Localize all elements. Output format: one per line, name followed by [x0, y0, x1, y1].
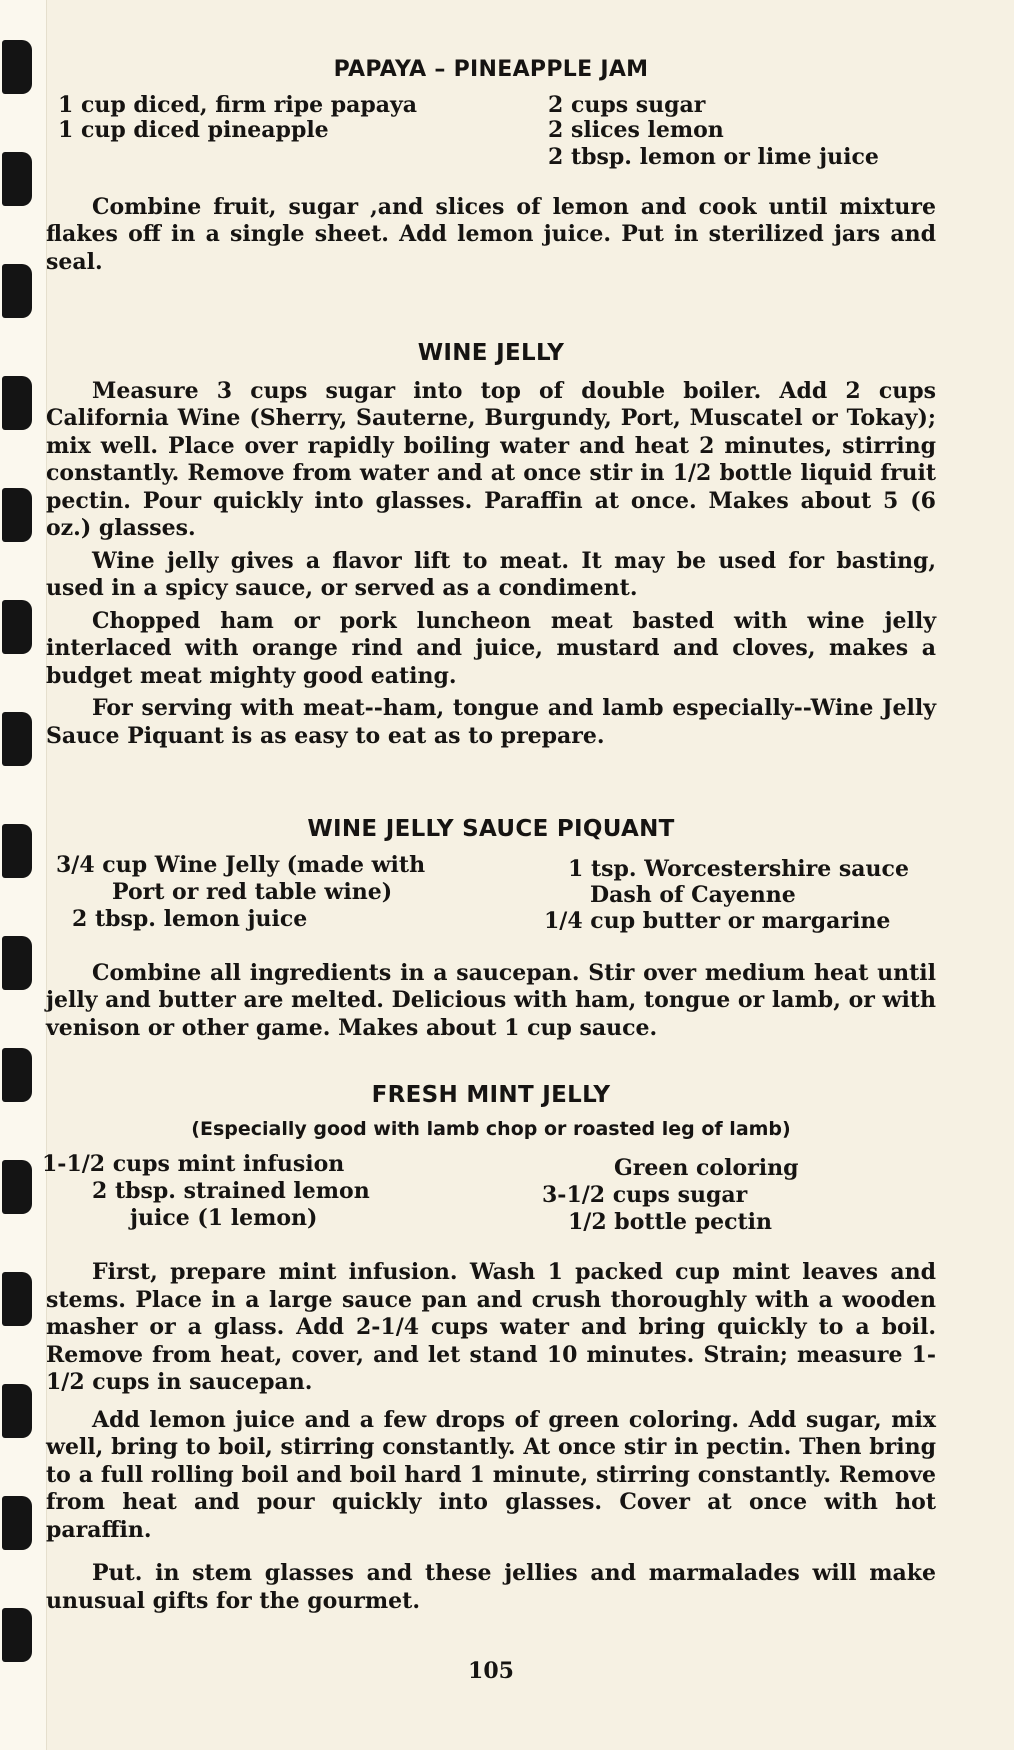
recipe-paragraph: Wine jelly gives a flavor lift to meat. It may be used for basting, used in a spicy sauce, or served as a condiment. [46, 547, 936, 601]
recipe-papaya-pineapple-jam [46, 56, 936, 276]
binding-ring [2, 152, 32, 206]
binding-ring [2, 376, 32, 430]
ingredient-item: 1 cup diced pineapple [58, 116, 329, 143]
binding-ring [2, 1160, 32, 1214]
recipe-title: PAPAYA – PINEAPPLE JAM [333, 57, 649, 82]
ingredient-item: 2 tbsp. strained lemon [92, 1178, 370, 1204]
recipe-title: WINE JELLY [417, 340, 565, 366]
recipe-paragraph: Chopped ham or pork luncheon meat basted with wine jelly interlaced with orange rind and juice, mustard and cloves, makes a budget meat mighty good eating. [46, 607, 936, 689]
ingredient-item: 1 tsp. Worcestershire sauce [568, 855, 909, 882]
page-content [42, 0, 936, 1750]
binding-ring [2, 40, 32, 94]
binding-ring [2, 1272, 32, 1326]
ingredient-item: 3-1/2 cups sugar [542, 1182, 748, 1208]
binding-ring [2, 600, 32, 654]
ingredient-item: Port or red table wine) [112, 878, 393, 905]
spiral-binding [0, 0, 47, 1750]
recipe-paragraph: Combine fruit, sugar ,and slices of lemon and cook until mixture flakes off in a single sheet. Add lemon juice. Put in sterilized jars and seal. [46, 193, 936, 275]
ingredient-item: 2 slices lemon [548, 116, 724, 143]
ingredient-item: 2 tbsp. lemon juice [72, 905, 308, 932]
recipe-title: WINE JELLY SAUCE PIQUANT [307, 816, 675, 842]
ingredient-item: 2 tbsp. lemon or lime juice [548, 143, 879, 170]
recipe-paragraph: Add lemon juice and a few drops of green coloring. Add sugar, mix well, bring to boil, stirring constantly. At once stir in pectin. Then bring to a full rolling boil and boil hard 1 minute, stirring constantly. Remove from heat and pour quickly into glasses. Cover at once with hot paraffin. [46, 1406, 936, 1543]
recipe-title: FRESH MINT JELLY [371, 1082, 611, 1108]
binding-ring [2, 1384, 32, 1438]
binding-ring [2, 936, 32, 990]
ingredient-item: 2 cups sugar [548, 91, 706, 118]
recipe-fresh-mint-jelly [42, 1082, 936, 1615]
recipe-paragraph: For serving with meat--ham, tongue and lamb especially--Wine Jelly Sauce Piquant is as easy to eat as to prepare. [46, 695, 936, 749]
ingredient-item: 1/4 cup butter or margarine [544, 907, 891, 934]
binding-ring [2, 1496, 32, 1550]
page-number: 105 [468, 1658, 514, 1684]
binding-ring [2, 1608, 32, 1662]
recipe-paragraph: Measure 3 cups sugar into top of double boiler. Add 2 cups California Wine (Sherry, Sauterne, Burgundy, Port, Muscatel or Tokay); mix well. Place over rapidly boiling water and heat 2 minutes, stirring constantly. Remove from water and at once stir in 1/2 bottle liquid fruit pectin. Pour quickly into glasses. Paraffin at once. Makes about 5 (6 oz.) glasses. [46, 377, 936, 541]
binding-ring [2, 488, 32, 542]
ingredient-item: juice (1 lemon) [130, 1205, 318, 1231]
ingredient-item: Dash of Cayenne [590, 881, 796, 908]
recipe-subtitle: (Especially good with lamb chop or roasted leg of lamb) [191, 1117, 791, 1140]
ingredient-item: 1-1/2 cups mint infusion [42, 1151, 345, 1177]
ingredient-item: 1 cup diced, firm ripe papaya [58, 91, 418, 118]
recipe-wine-jelly-sauce-piquant [46, 816, 936, 1042]
recipe-paragraph: First, prepare mint infusion. Wash 1 packed cup mint leaves and stems. Place in a large sauce pan and crush thoroughly with a wooden masher or a glass. Add 2-1/4 cups water and bring quickly to a boil. Remove from heat, cover, and let stand 10 minutes. Strain; measure 1-1/2 cups in saucepan. [46, 1259, 936, 1395]
recipe-wine-jelly [46, 340, 936, 750]
binding-ring [2, 264, 32, 318]
recipe-paragraph: Put. in stem glasses and these jellies and marmalades will make unusual gifts for the gourmet. [46, 1560, 936, 1614]
ingredient-item: 3/4 cup Wine Jelly (made with [56, 851, 426, 878]
binding-ring [2, 1048, 32, 1102]
binding-ring [2, 712, 32, 766]
recipe-paragraph: Combine all ingredients in a saucepan. Stir over medium heat until jelly and butter are melted. Delicious with ham, tongue or lamb, or with venison or other game. Makes about 1 cup sauce. [46, 959, 936, 1041]
binding-ring [2, 824, 32, 878]
ingredient-item: 1/2 bottle pectin [568, 1209, 772, 1235]
ingredient-item: Green coloring [614, 1155, 799, 1181]
